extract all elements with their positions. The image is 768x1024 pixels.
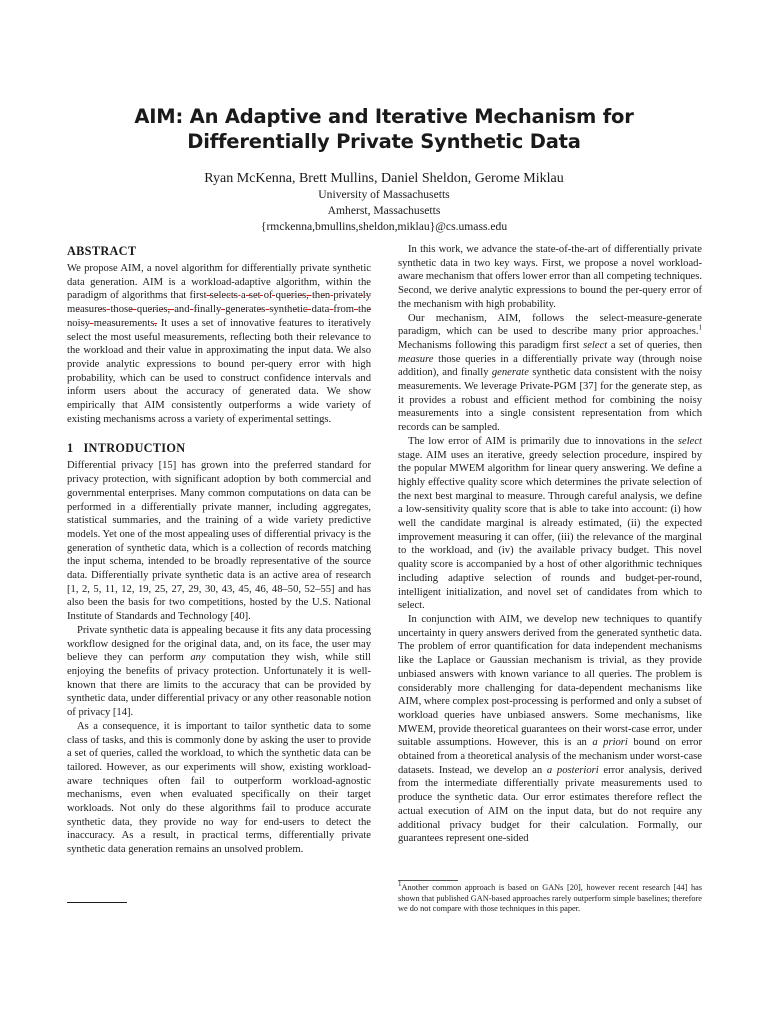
author-list: Ryan McKenna, Brett Mullins, Daniel Sheldon, Gerome Miklau <box>204 171 564 186</box>
footnote-rule <box>398 880 458 881</box>
text-run: In conjunction with AIM, we develop new techniques to quantify uncertainty in query answers derived from the generated synthetic data. The problem of error quantification for data independent mechanisms like the Laplace or Gaussian mechanism is trivial, as they provide unbiased answers with known variance to all queries. The problem is considerably more challenging for data-dependent mechanisms like AIM, where complex post-processing is performed and only a subset of workload queries have unbiased answers. Some mechanisms, like MWEM, provide theoretical guarantees on their worst-case error, under suitable assumptions. However, this is an <box>398 613 702 749</box>
abstract-heading: ABSTRACT <box>67 244 137 258</box>
abstract-paragraph <box>67 262 371 426</box>
text-run: synthetic data consistent with the noisy measurements. We leverage Private-PGM [37] for the generate step, as it provides a robust and efficient method for combining the noisy measurements into a single consistent representation from which records can be sampled. <box>398 367 702 434</box>
text-run: those queries in a differentially private way (through noise addition), and finally <box>398 353 702 379</box>
text-run: The low error of AIM is primarily due to innovations in the <box>408 435 678 447</box>
intro-paragraph-6 <box>398 435 702 613</box>
intro-paragraph-7 <box>398 613 702 846</box>
emphasis: a priori <box>592 737 628 749</box>
text-run: Private synthetic data is appealing because it fits any data processing workflow designed for the original data, and, on its face, the user may believe they can perform <box>67 624 371 664</box>
emphasis: generate <box>491 367 529 379</box>
footnote-marker[interactable]: 1 <box>698 323 702 332</box>
emphasis: select <box>583 339 608 351</box>
intro-paragraph-2 <box>67 624 371 720</box>
emphasis: a posteriori <box>546 764 599 776</box>
paper-title <box>60 104 708 154</box>
abstract-text-start: We propose AIM, a novel algorithm for differentially private synthetic data generation. AIM is a workload-adaptive algorithm, within the paradigm of algorithms that first <box>67 263 371 302</box>
text-run: error analysis, derived from the intermediate differentially private measurements used to produce the synthetic data. Our error estimates therefore reflect the actual execution of AIM on the input data, but do not require any additional privacy budget for their calculation. Formally, our guarantees represent one-sided <box>398 764 702 845</box>
left-column <box>67 243 371 857</box>
intro-paragraph-3: As a consequence, it is important to tailor synthetic data to some class of tasks, and this is commonly done by asking the user to provide a set of queries, called the workload, to which the synthetic data can be tailored. However, as our experiments will show, existing workload-aware techniques often fail to outperform workload-agnostic mechanisms, even when evaluated specifically on their target workloads. Not only do these algorithms fail to produce accurate synthetic data, they provide no way for end-users to detect the inaccuracy. As a result, in practical terms, differentially private synthetic data generation remains an unsolved problem. <box>67 720 371 856</box>
column-end-rule <box>67 902 127 903</box>
right-column <box>398 243 702 846</box>
affiliation: University of Massachusetts <box>318 188 450 201</box>
text-run: bound on error obtained from a theoretical analysis of the mechanism under worst-case datasets. Instead, we develop an <box>398 737 703 776</box>
red-underline-annotation: selects a set of queries, then privately measures those queries, and finally generates synthetic data from the noisy measurements. <box>67 290 371 329</box>
intro-paragraph-1: Differential privacy [15] has grown into the preferred standard for privacy protection, with significant adoption by both commercial and governmental enterprises. Many common computations on data can be performed in a differentially private manner, including aggregates, statistical summaries, and the training of a wide variety predictive models. Yet one of the most appealing uses of differential privacy is the generation of synthetic data, which is a collection of records matching the input schema, intended to be broadly representative of the source data. Differentially private synthetic data is an active area of research [1, 2, 5, 11, 12, 19, 25, 27, 29, 30, 43, 45, 46, 48–50, 52–55] and has also been the basis for two competitions, hosted by the U.S. National Institute of Standards and Technology [40]. <box>67 460 371 623</box>
abstract-text-end: It uses a set of innovative features to iteratively select the most useful measurements, reflecting both their relevance to the workload and their value in approximating the input data. We also provide analytic expressions to bound per-query error with high probability, which can be used to construct confidence intervals and inform users about the accuracy of generated data. We show empirically that AIM consistently outperforms a wide variety of existing mechanisms across a variety of experimental settings. <box>67 317 371 425</box>
text-run: Our mechanism, AIM, follows the select-measure-generate paradigm, which can be used to describe many prior approaches. <box>398 312 702 338</box>
emphasis: select <box>677 435 702 447</box>
section-number: 1 <box>67 441 74 456</box>
location: Amherst, Massachusetts <box>327 204 441 217</box>
section-title: INTRODUCTION <box>83 441 186 456</box>
intro-paragraph-4: In this work, we advance the state-of-the-art of differentially private synthetic data in two key ways. First, we propose a novel workload-aware mechanism that offers lower error than all competing techniques. Second, we derive analytic expressions to bound the per-query error of the mechanism with high probability. <box>398 244 702 310</box>
introduction-heading <box>67 440 371 456</box>
intro-paragraph-5 <box>398 312 702 435</box>
email-list: {rmckenna,bmullins,sheldon,miklau}@cs.umass.edu <box>260 220 508 233</box>
emphasis: measure <box>398 353 434 365</box>
footnote-text: Another common approach is based on GANs [20], however recent research [44] has shown that published GAN-based approaches rarely outperform simple baselines; therefore we do not compare with those techniques in this paper. <box>398 883 702 914</box>
text-run: a set of queries, then <box>607 339 702 351</box>
text-run: computation they wish, while still enjoying the benefits of privacy protection. Unfortunately it is well-known that there are limits to the accuracy that can be provided by synthetic data, under differential privacy or any other reasonable notion of privacy [14]. <box>67 652 371 719</box>
title-line-1: AIM: An Adaptive and Iterative Mechanism for <box>134 105 634 128</box>
footnote <box>398 880 702 915</box>
text-run: stage. AIM uses an iterative, greedy selection procedure, inspired by the popular MWEM algorithm for linear query answering. We define a highly effective quality score which determines the private selection of the next best marginal to measure. Through careful analysis, we define a low-sensitivity quality score that is able to take into account: (i) how well the candidate marginal is already estimated, (ii) the expected improvement measuring it can offer, (iii) the relevance of the marginal to the workload, and (iv) the available privacy budget. This novel quality score is accompanied by a host of other algorithmic techniques including adaptive selection of rounds and budget-per-round, intelligent initialization, and novel set of candidates from which to select. <box>398 449 702 612</box>
footnote-number: 1 <box>398 880 402 889</box>
title-line-2: Differentially Private Synthetic Data <box>187 130 581 153</box>
emphasis: any <box>190 652 206 664</box>
affiliation-block <box>60 187 708 235</box>
text-run: Mechanisms following this paradigm first <box>398 339 584 351</box>
